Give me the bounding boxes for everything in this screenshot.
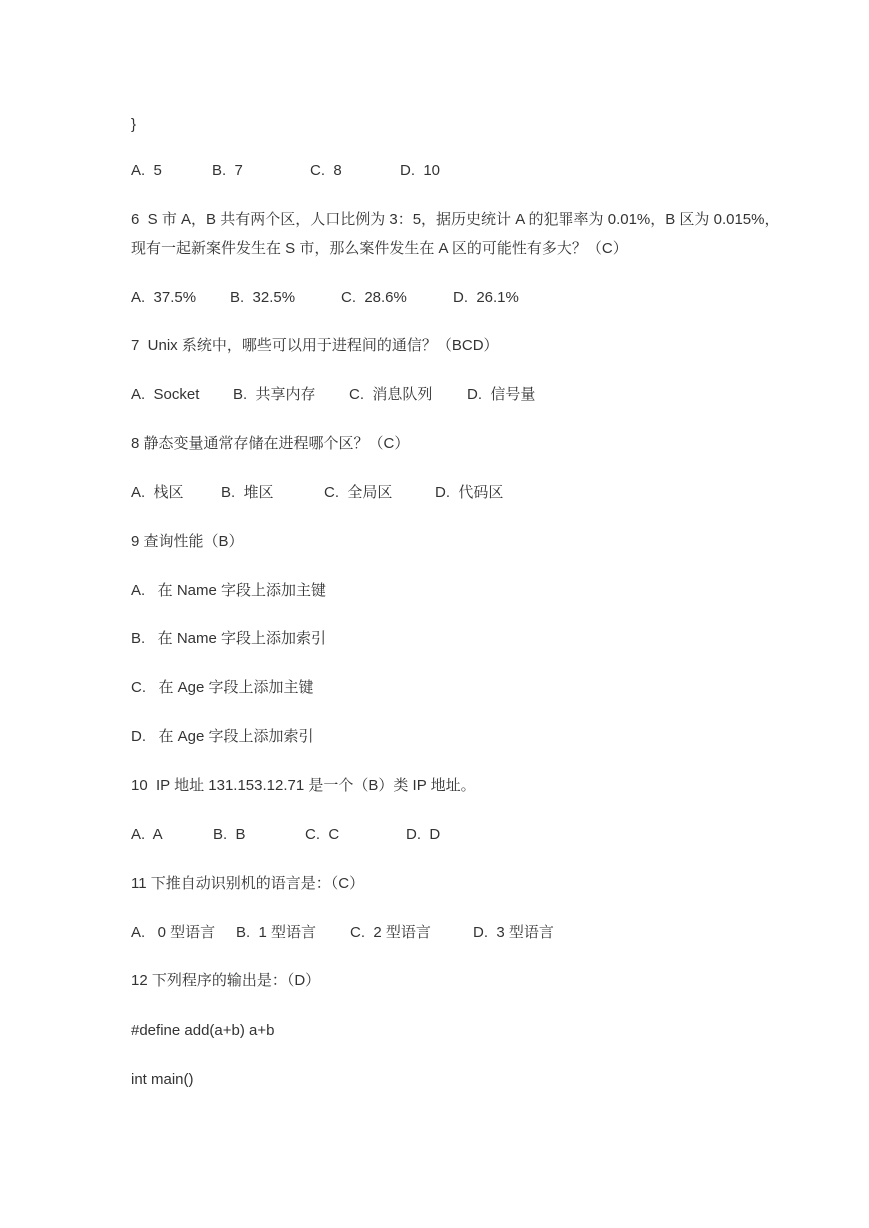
option-d: D. 10: [400, 162, 441, 179]
option-d: D. 3 型语言: [473, 924, 554, 941]
options-row-q8: [131, 483, 504, 503]
option-a: A. 0 型语言: [131, 924, 216, 941]
option-b: B. 堆区: [221, 484, 274, 501]
option-a: A. 栈区: [131, 484, 184, 501]
code-line-define: #define add(a+b) a+b: [131, 1022, 275, 1039]
options-row-q11: [131, 923, 554, 943]
closing-brace: }: [131, 116, 137, 133]
question-6-line-2: 现有一起新案件发生在 S 市，那么案件发生在 A 区的可能性有多大？（C）: [131, 240, 628, 257]
option-b: B. 7: [212, 162, 243, 179]
option-a: A. 37.5%: [131, 289, 197, 306]
question-7: 7 Unix 系统中，哪些可以用于进程间的通信？（BCD）: [131, 337, 499, 354]
code-line-main: int main(): [131, 1071, 194, 1088]
question-10: 10 IP 地址 131.153.12.71 是一个（B）类 IP 地址。: [131, 777, 476, 794]
option-a: A. Socket: [131, 386, 200, 403]
option-c: C. 消息队列: [349, 386, 433, 403]
question-11: 11 下推自动识别机的语言是：（C）: [131, 875, 365, 892]
options-row-q10: [131, 825, 441, 845]
question-9-option-c: C. 在 Age 字段上添加主键: [131, 679, 314, 696]
question-6-line-1: 6 S 市 A，B 共有两个区，人口比例为 3：5，据历史统计 A 的犯罪率为 0.01%，B 区为 0.015%，: [131, 211, 780, 228]
options-row-q5: [131, 161, 441, 181]
option-c: C. C: [305, 826, 340, 843]
option-b: B. 32.5%: [230, 289, 296, 306]
option-d: D. 代码区: [435, 484, 504, 501]
option-d: D. 26.1%: [453, 289, 519, 306]
option-c: C. 全局区: [324, 484, 393, 501]
options-row-q7: [131, 385, 536, 405]
option-b: B. 共享内存: [233, 386, 316, 403]
question-9-option-d: D. 在 Age 字段上添加索引: [131, 728, 314, 745]
option-c: C. 2 型语言: [350, 924, 431, 941]
options-row-q6: [131, 288, 519, 308]
question-8: 8 静态变量通常存储在进程哪个区？（C）: [131, 435, 410, 452]
option-c: C. 28.6%: [341, 289, 407, 306]
option-b: B. 1 型语言: [236, 924, 317, 941]
option-d: D. D: [406, 826, 441, 843]
question-9: 9 查询性能（B）: [131, 533, 244, 550]
option-b: B. B: [213, 826, 246, 843]
question-9-option-a: A. 在 Name 字段上添加主键: [131, 582, 327, 599]
option-c: C. 8: [310, 162, 342, 179]
option-a: A. 5: [131, 162, 162, 179]
option-d: D. 信号量: [467, 386, 536, 403]
question-9-option-b: B. 在 Name 字段上添加索引: [131, 630, 327, 647]
question-12: 12 下列程序的输出是：（D）: [131, 972, 321, 989]
option-a: A. A: [131, 826, 163, 843]
